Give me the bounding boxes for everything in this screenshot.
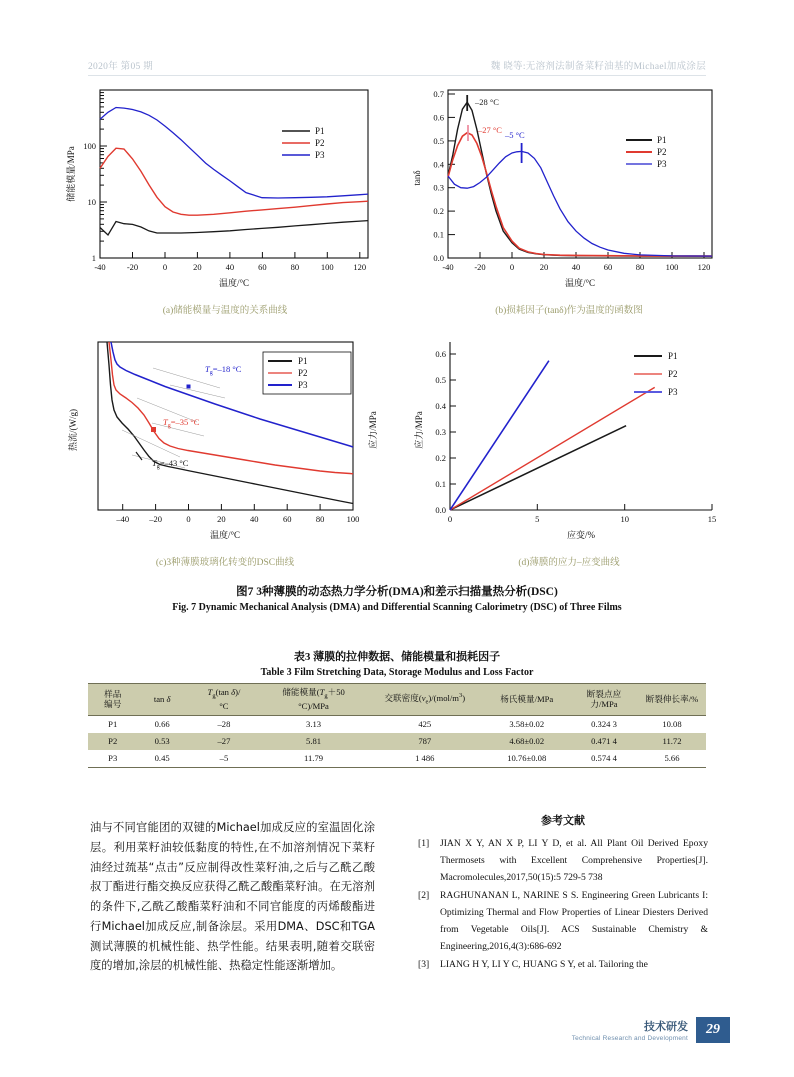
cell-break-stress: 0.471 4: [570, 733, 638, 750]
chart-c-ylabel: 热流/(W/g): [68, 409, 78, 451]
table-header-storage-modulus: 储能模量($T_g+50$ °C)/MPa: [261, 684, 366, 716]
running-head-left: 2020年 第05 期: [88, 62, 154, 72]
chart-d-xtick: 5: [535, 514, 540, 524]
chart-d-series-P1: [450, 426, 626, 510]
table-title: [0, 648, 794, 678]
chart-d-xlabel: 应变/%: [567, 530, 595, 540]
cell-youngs-modulus: 3.58±0.02: [509, 719, 545, 730]
chart-c-xtick: –40: [116, 514, 130, 524]
chart-b-xtick: -40: [442, 262, 454, 272]
table-header-elongation: 断裂伸长率/%: [638, 684, 706, 716]
chart-d-legend: [634, 351, 678, 397]
cell-tandelta: 0.66: [154, 719, 170, 730]
chart-c-xtick: 20: [217, 514, 226, 524]
table-header-tandelta: tan δ: [137, 684, 186, 716]
chart-b-ytick: 0.2: [433, 206, 444, 217]
table-3: [88, 683, 706, 768]
figure-panel-d: [404, 330, 734, 568]
chart-b-legend-P2: P2: [657, 147, 667, 157]
reference-number: [2]: [418, 890, 430, 902]
cell-tandelta: 0.45: [137, 750, 186, 768]
table-header-tg: $T_g(\tan$ δ)/ °C: [187, 684, 261, 716]
chart-b-svg: [404, 78, 734, 300]
figure-title-en: Fig. 7 Dynamic Mechanical Analysis (DMA) and Differential Scanning Calorimetry (DSC) of Three Films: [172, 602, 622, 613]
chart-b-xtick: 120: [697, 262, 711, 272]
chart-a-svg: [60, 78, 390, 300]
chart-b-legend-P3: P3: [657, 159, 667, 169]
chart-d-svg: [404, 330, 734, 552]
table-title-cn: 表3 薄膜的拉伸数据、储能模量和损耗因子: [293, 651, 501, 663]
chart-d-legend-P3: P3: [668, 387, 678, 397]
chart-d-ytick: 0.1: [435, 479, 446, 489]
chart-b-xtick: 0: [509, 262, 515, 272]
figure-title: [0, 583, 794, 613]
chart-b-ytick: 0.1: [433, 229, 444, 240]
chart-d-xtick: 10: [620, 514, 629, 524]
cell-storage-modulus: 3.13: [306, 719, 322, 730]
chart-b-legend: [626, 135, 667, 169]
figure-7-panel-grid: [0, 78, 794, 568]
cell-break-stress: 0.574 4: [570, 750, 638, 768]
chart-a-xtick: 120: [353, 262, 367, 272]
cell-youngs-modulus: 4.68±0.02: [483, 733, 570, 750]
chart-d-legend-P2: P2: [668, 369, 678, 379]
chart-a-ytick-1: 1: [91, 253, 96, 263]
figure-panel-c: [60, 330, 390, 568]
chart-b-ytick: 0.6: [433, 112, 444, 123]
chart-d-ytick: 0.4: [435, 401, 446, 411]
table-header-crosslink-density: 交联密度$(\nu_e)/(mol/m^3)$: [366, 684, 483, 716]
table-body: [88, 715, 706, 767]
chart-a-xtick: -40: [94, 262, 106, 272]
page-number: 29: [696, 1017, 730, 1043]
reference-text: LIANG H Y, LI Y C, HUANG S Y, et al. Tailoring the: [440, 959, 648, 971]
chart-c-xtick: 40: [250, 514, 259, 524]
chart-a-xtick: 40: [225, 262, 235, 272]
chart-c-xlabel: 温度/°C: [209, 530, 241, 540]
chart-b-xlabel: 温度/°C: [564, 278, 596, 288]
chart-c-legend-P2: P2: [298, 368, 308, 378]
figure-caption-b: (b)损耗因子(tanδ)作为温度的函数图: [495, 306, 643, 316]
footer-section-cn: 技术研发: [644, 1021, 688, 1033]
cell-tg: –28: [217, 719, 231, 730]
cell-tandelta: 0.53: [137, 733, 186, 750]
chart-b-xtick: -20: [474, 262, 486, 272]
references-section: [418, 812, 708, 975]
running-head: [88, 48, 706, 76]
table-header-youngs-modulus: 杨氏模量/MPa: [483, 684, 570, 716]
figure-panel-a: [60, 78, 390, 316]
chart-b-ylabel: tanδ: [412, 170, 422, 186]
reference-number: [1]: [418, 838, 430, 849]
chart-c-svg: [60, 330, 390, 552]
cell-storage-modulus: 11.79: [261, 750, 366, 768]
cell-youngs-modulus: 10.76±0.08: [483, 750, 570, 768]
table-header-break-stress: 断裂点应 力/MPa: [570, 684, 638, 716]
chart-d-ytick: 0.0: [435, 505, 446, 515]
cell-crosslink-density: 787: [366, 733, 483, 750]
chart-b-ytick: 0.7: [433, 89, 444, 99]
chart-a-ytick-10: 10: [87, 197, 96, 207]
figure-caption-c: (c)3种薄膜玻璃化转变的DSC曲线: [155, 558, 295, 568]
chart-c-annotation-p2: $T_g=-35$ °C: [163, 417, 200, 429]
chart-a-series-P2: [100, 148, 368, 215]
figure-panel-b: [404, 78, 734, 316]
chart-b-xtick: 40: [571, 262, 581, 272]
reference-text: RAGHUNANAN L, NARINE S S. Engineering Green Lubricants I: Optimizing Thermal and Flow Properties of Linear Diesters Derived from Vegetable Oils[J]. ACS Sustainable Chemistry & Engineering,2016,4(3):686-692: [440, 890, 708, 953]
chart-a-xtick: 60: [258, 262, 267, 272]
chart-c-marker-p2: [151, 427, 156, 432]
chart-b-ytick: 0.0: [433, 253, 444, 263]
cell-elongation: 5.66: [638, 750, 706, 768]
cell-tg: –27: [187, 733, 261, 750]
chart-c-xtick: 0: [186, 514, 191, 524]
cell-storage-modulus: 5.81: [261, 733, 366, 750]
chart-c-marker-p3: [187, 385, 191, 389]
chart-d-series-P2: [450, 387, 655, 510]
chart-a-storage-modulus: [60, 78, 390, 300]
figure-row-1: [0, 78, 794, 316]
chart-b-ytick: 0.4: [433, 159, 444, 170]
chart-a-series-P1: [100, 221, 368, 235]
chart-b-legend-P1: P1: [657, 135, 667, 145]
chart-c-legend: [263, 352, 351, 394]
chart-d-stress-strain: [404, 330, 734, 552]
cell-tg: –5: [187, 750, 261, 768]
chart-d-ytick: 0.2: [435, 453, 446, 463]
chart-b-ytick: 0.3: [433, 182, 444, 193]
chart-c-ylabel-right: 应力/MPa: [368, 411, 378, 449]
chart-b-xtick: 100: [665, 262, 679, 272]
table-header-sample: 样品 编号: [88, 684, 137, 716]
chart-c-annotation-p3: $T_g=-18$ °C: [205, 364, 242, 376]
chart-c-xtick: –20: [149, 514, 162, 524]
table-row: [88, 750, 706, 768]
chart-d-ytick: 0.5: [435, 375, 446, 385]
chart-c-xtick: 100: [346, 514, 360, 524]
table-title-en: Table 3 Film Stretching Data, Storage Modulus and Loss Factor: [260, 667, 534, 678]
chart-a-legend-P1: P1: [315, 126, 325, 136]
chart-b-annotation-p1: –28 °C: [475, 97, 499, 107]
chart-d-ytick: 0.6: [435, 349, 446, 359]
cell-crosslink-density: 1 486: [366, 750, 483, 768]
chart-a-series-P3: [100, 108, 368, 199]
figure-row-2: [0, 330, 794, 568]
cell-sample: P2: [88, 733, 137, 750]
reference-item: [418, 887, 708, 955]
chart-b-annotation-p3: –5 °C: [505, 130, 525, 140]
chart-c-legend-P3: P3: [298, 380, 308, 390]
chart-a-xtick: -20: [126, 262, 139, 272]
table-row: [88, 733, 706, 750]
cell-elongation: 11.72: [638, 733, 706, 750]
chart-a-xtick: 100: [320, 262, 334, 272]
chart-a-xtick: 20: [193, 262, 202, 272]
chart-a-xtick: 0: [162, 262, 168, 272]
chart-d-xtick: 15: [707, 514, 717, 524]
chart-b-ytick: 0.5: [433, 135, 444, 146]
reference-text: JIAN X Y, AN X P, LI Y D, et al. All Plant Oil Derived Epoxy Thermosets with Excellent Comprehensive Properties[J]. Macromolecules,2017,50(15):5 729-5 738: [440, 838, 708, 884]
chart-c-annotation-p1: $T_g=-43$ °C: [152, 458, 189, 470]
chart-b-xtick: 20: [539, 262, 549, 272]
chart-b-xtick: 60: [603, 262, 613, 272]
chart-d-ylabel: 应力/MPa: [414, 411, 424, 449]
figure-title-cn: 图7 3种薄膜的动态热力学分析(DMA)和差示扫描量热分析(DSC): [236, 586, 558, 598]
chart-b-annotation-p2: –27 °C: [478, 125, 502, 135]
chart-b-tan-delta: [404, 78, 734, 300]
cell-crosslink-density: 425: [418, 719, 432, 730]
cell-elongation: 10.08: [662, 719, 682, 730]
chart-a-xlabel: 温度/°C: [218, 278, 250, 288]
chart-a-legend-P3: P3: [315, 150, 325, 160]
chart-d-ytick: 0.3: [435, 427, 446, 437]
chart-a-ytick-100: 100: [83, 141, 96, 151]
running-head-right: 魏 晓等:无溶剂法制备菜籽油基的Michael加成涂层: [490, 62, 706, 72]
reference-item: [418, 956, 708, 973]
chart-c-xtick: 80: [315, 514, 325, 524]
chart-c-dsc: [60, 330, 390, 552]
cell-sample: P1: [108, 719, 118, 730]
chart-a-ylabel: 储能模量/MPa: [66, 146, 76, 202]
chart-d-xtick: 0: [447, 514, 453, 524]
footer-section-en: Technical Research and Development: [571, 1035, 688, 1042]
table-row: [88, 715, 706, 733]
chart-c-xtick: 60: [282, 514, 292, 524]
cell-break-stress: 0.324 3: [591, 719, 617, 730]
body-paragraph: 油与不同官能团的双键的Michael加成反应的室温固化涂层。利用菜籽油较低黏度的特性,在不加溶剂情况下菜籽油经过巯基“点击”反应制得改性菜籽油,之后与乙酰乙酸叔丁酯进行酯交换反应获得乙酰乙酸酯菜籽油。在无溶剂的条件下,乙酰乙酸酯菜籽油和不同官能度的丙烯酸酯进行Michael加成反应,制备涂层。采用DMA、DSC和TGA测试薄膜的机械性能、热学性能。结果表明,随着交联密度的增加,涂层的机械性能、热稳定性能逐渐增加。: [90, 821, 375, 973]
chart-b-series-P3: [448, 151, 712, 256]
table-header-row: [88, 684, 706, 716]
chart-a-legend-P2: P2: [315, 138, 325, 148]
chart-a-xtick: 80: [290, 262, 300, 272]
chart-d-legend-P1: P1: [668, 351, 678, 361]
page-footer: [0, 1018, 794, 1062]
chart-d-series-P3: [450, 361, 549, 510]
reference-number: [3]: [418, 959, 430, 971]
references-heading: 参考文献: [541, 815, 585, 827]
chart-b-series-P2: [448, 133, 712, 256]
figure-caption-d: (d)薄膜的应力–应变曲线: [518, 558, 620, 568]
chart-a-legend: [282, 126, 325, 160]
chart-c-legend-P1: P1: [298, 356, 308, 366]
figure-caption-a: (a)储能模量与温度的关系曲线: [162, 306, 288, 316]
chart-b-xtick: 80: [635, 262, 645, 272]
cell-sample: P3: [88, 750, 137, 768]
reference-item: [418, 835, 708, 886]
